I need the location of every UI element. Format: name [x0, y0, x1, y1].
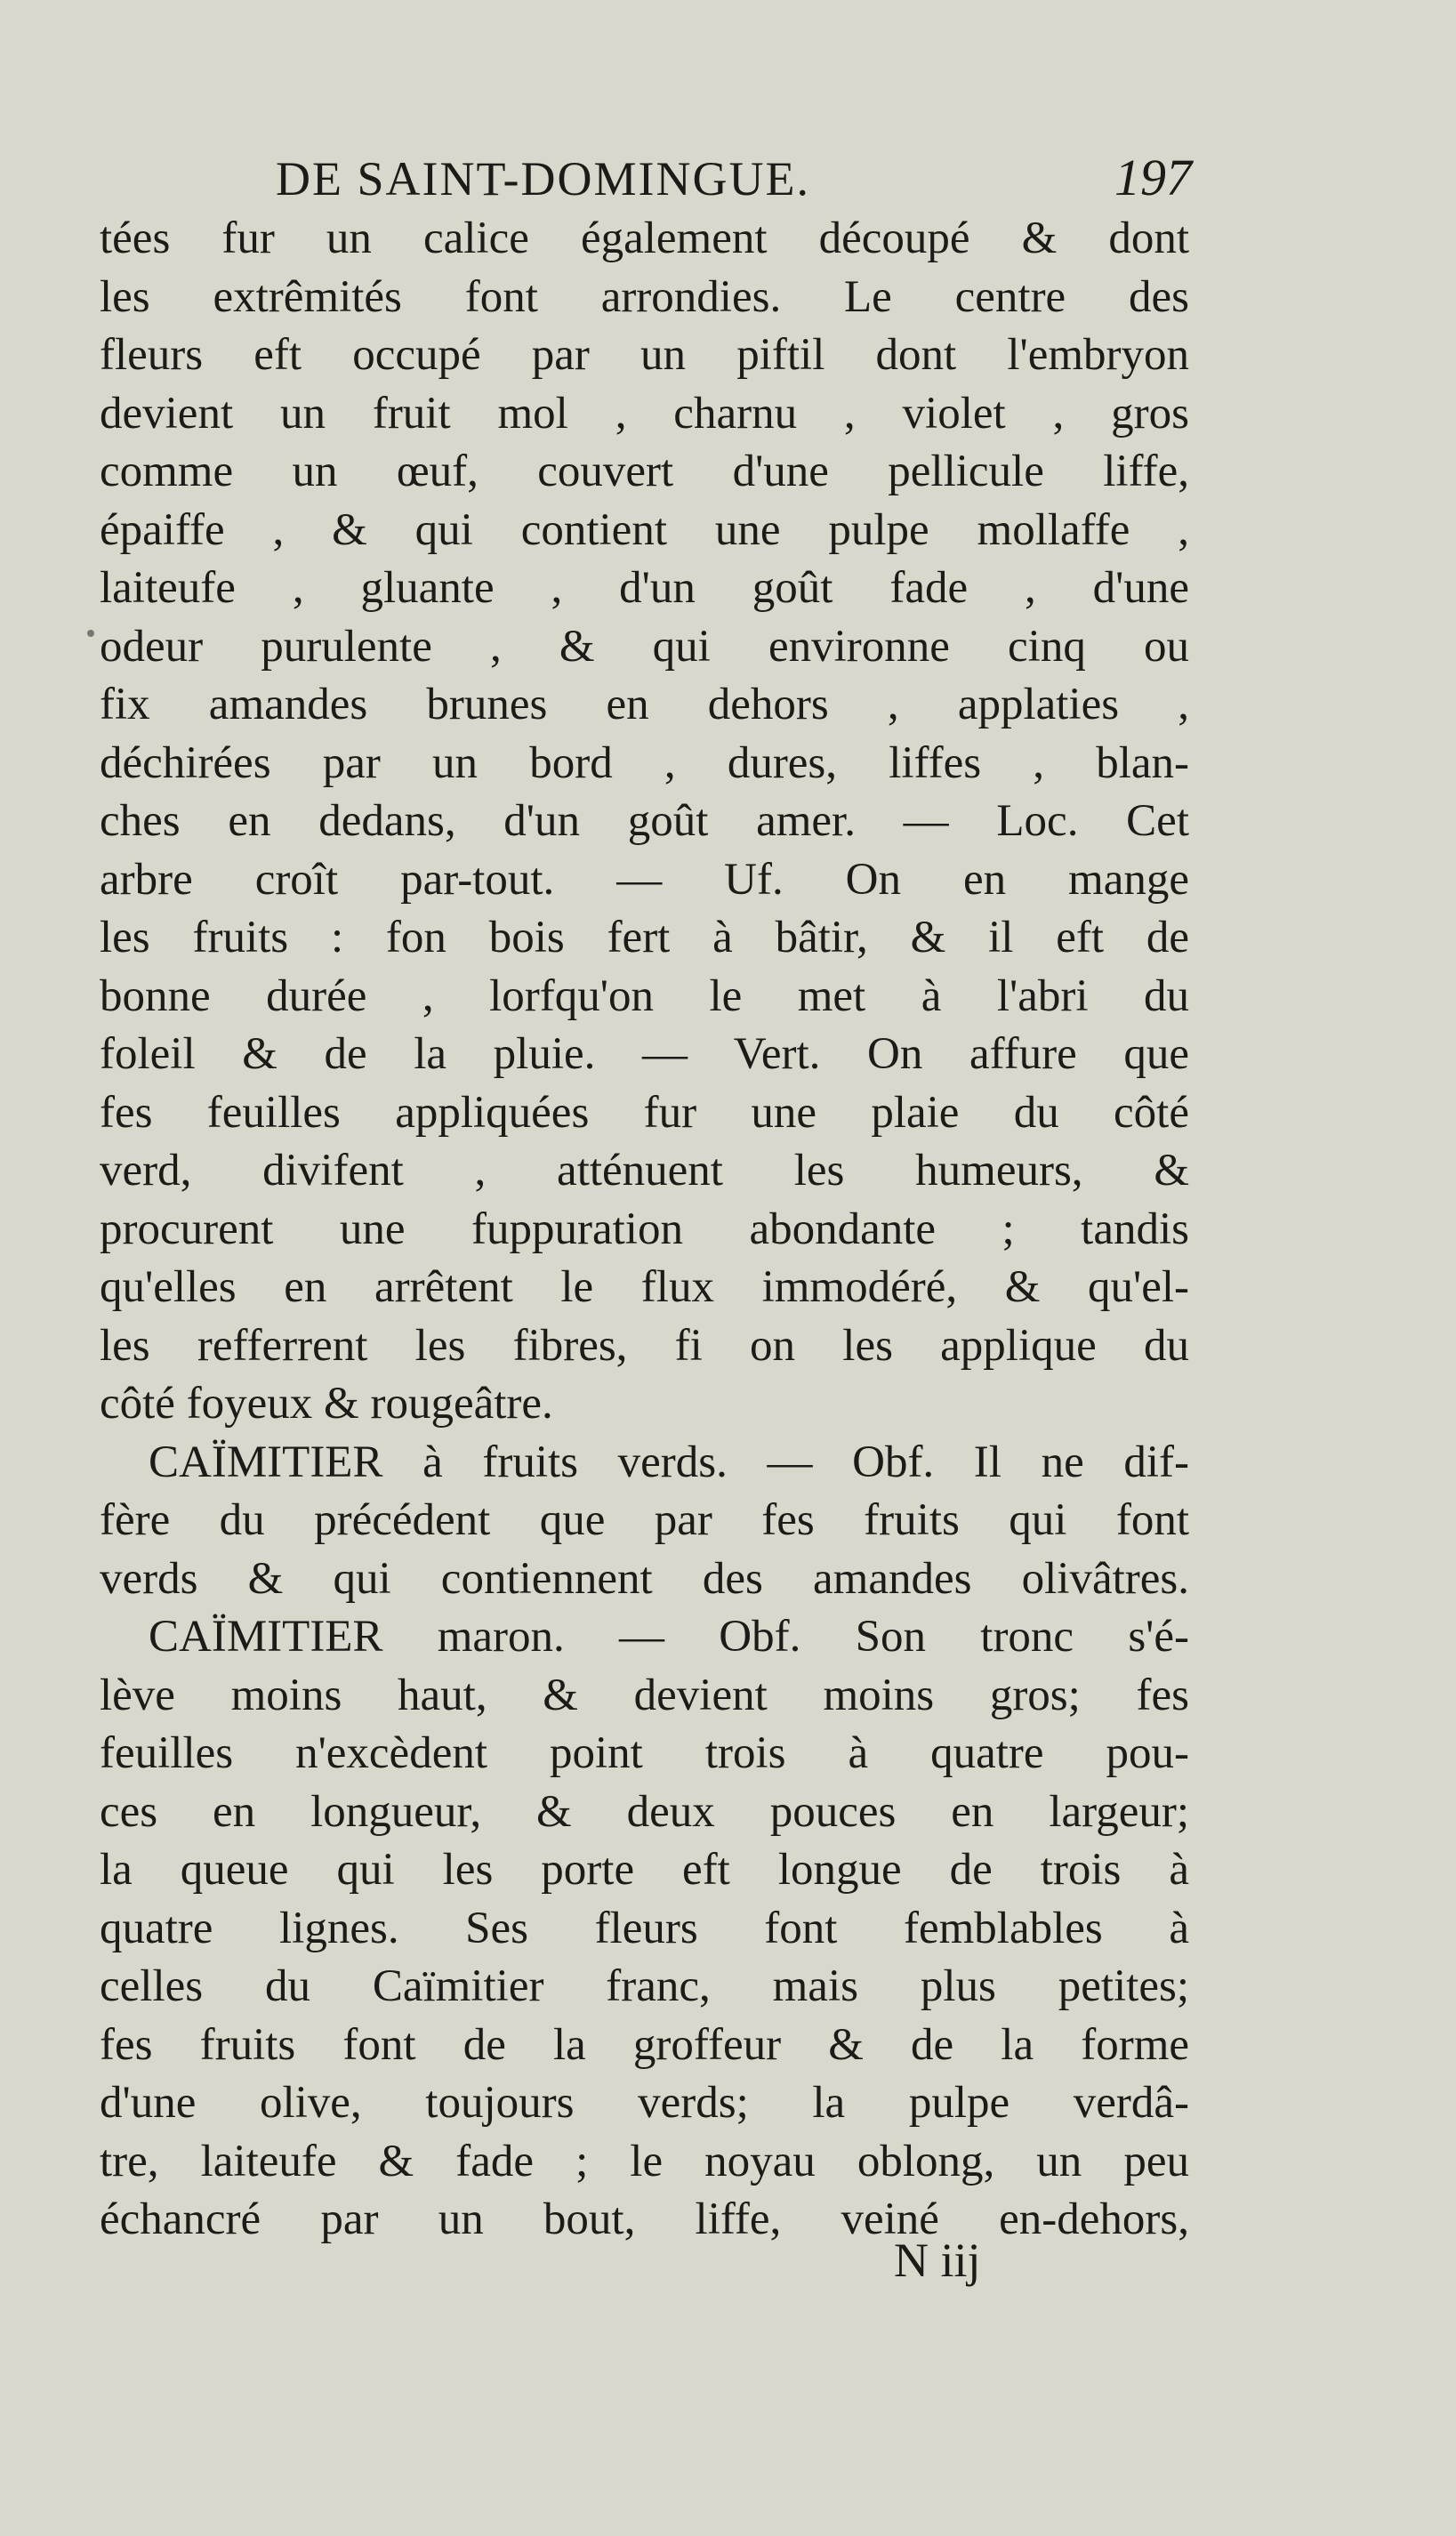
text-line: verd, divifent , atténuent les humeurs, &: [100, 1146, 1189, 1196]
text-line: procurent une fuppuration abondante ; tandis: [100, 1204, 1189, 1254]
text-line: comme un œuf, couvert d'une pellicule liffe,: [100, 447, 1189, 496]
text-line: foleil & de la pluie. — Vert. On affure que: [100, 1029, 1189, 1079]
page-number: 197: [1114, 149, 1192, 206]
text-line: bonne durée , lorfqu'on le met à l'abri du: [100, 970, 1189, 1021]
text-line: lève moins haut, & devient moins gros; fes: [100, 1670, 1189, 1720]
body-text: [100, 210, 1189, 2250]
text-line: fes feuilles appliquées fur une plaie du côté: [100, 1087, 1189, 1138]
text-line: échancré par un bout, liffe, veiné en-dehors,: [100, 2194, 1189, 2244]
text-line: devient un fruit mol , charnu , violet , gros: [100, 388, 1189, 439]
text-line: odeur purulente , & qui environne cinq ou: [100, 621, 1189, 672]
text-line: quatre lignes. Ses fleurs font femblables à: [100, 1903, 1189, 1953]
text-line: feuilles n'excèdent point trois à quatre pou-: [100, 1728, 1189, 1778]
text-line: fleurs eft occupé par un piftil dont l'embryon: [100, 330, 1189, 380]
text-line: celles du Caïmitier franc, mais plus petites;: [100, 1961, 1189, 2011]
entry-line: CAÏMITIER maron. — Obf. Son tronc s'é-: [149, 1612, 1189, 1662]
text-line: les extrêmités font arrondies. Le centre des: [100, 271, 1189, 322]
text-line: qu'elles en arrêtent le flux immodéré, & qu'el-: [100, 1262, 1189, 1312]
text-line: épaiffe , & qui contient une pulpe mollaffe ,: [100, 504, 1189, 555]
text-line: ches en dedans, d'un goût amer. — Loc. Cet: [100, 796, 1189, 846]
text-line: déchirées par un bord , dures, liffes , blan-: [100, 737, 1189, 788]
text-line: fère du précédent que par fes fruits qui font: [100, 1495, 1189, 1545]
signature-mark: N iij: [894, 2234, 981, 2287]
text-line: laiteufe , gluante , d'un goût fade , d'une: [100, 563, 1189, 613]
text-line: tées fur un calice également découpé & dont: [100, 213, 1189, 263]
text-line: arbre croît par-tout. — Uf. On en mange: [100, 854, 1189, 905]
text-line: fix amandes brunes en dehors , applaties ,: [100, 680, 1189, 729]
running-head: DE SAINT-DOMINGUE.: [276, 152, 810, 205]
entry-line: CAÏMITIER à fruits verds. — Obf. Il ne dif-: [149, 1437, 1189, 1487]
text-line: les refferrent les fibres, fi on les applique du: [100, 1320, 1189, 1371]
text-line: ces en longueur, & deux pouces en largeur;: [100, 1786, 1189, 1837]
text-line: côté foyeux & rougeâtre.: [100, 1379, 553, 1429]
text-line: verds & qui contiennent des amandes olivâtres.: [100, 1553, 1189, 1604]
text-line: d'une olive, toujours verds; la pulpe verdâ-: [100, 2078, 1189, 2128]
margin-mark: [87, 630, 94, 637]
text-line: la queue qui les porte eft longue de trois à: [100, 1845, 1189, 1895]
text-line: les fruits : fon bois fert à bâtir, & il eft de: [100, 913, 1189, 962]
text-line: fes fruits font de la groffeur & de la forme: [100, 2019, 1189, 2070]
text-line: tre, laiteufe & fade ; le noyau oblong, un peu: [100, 2136, 1189, 2186]
page-header: [98, 142, 1192, 213]
